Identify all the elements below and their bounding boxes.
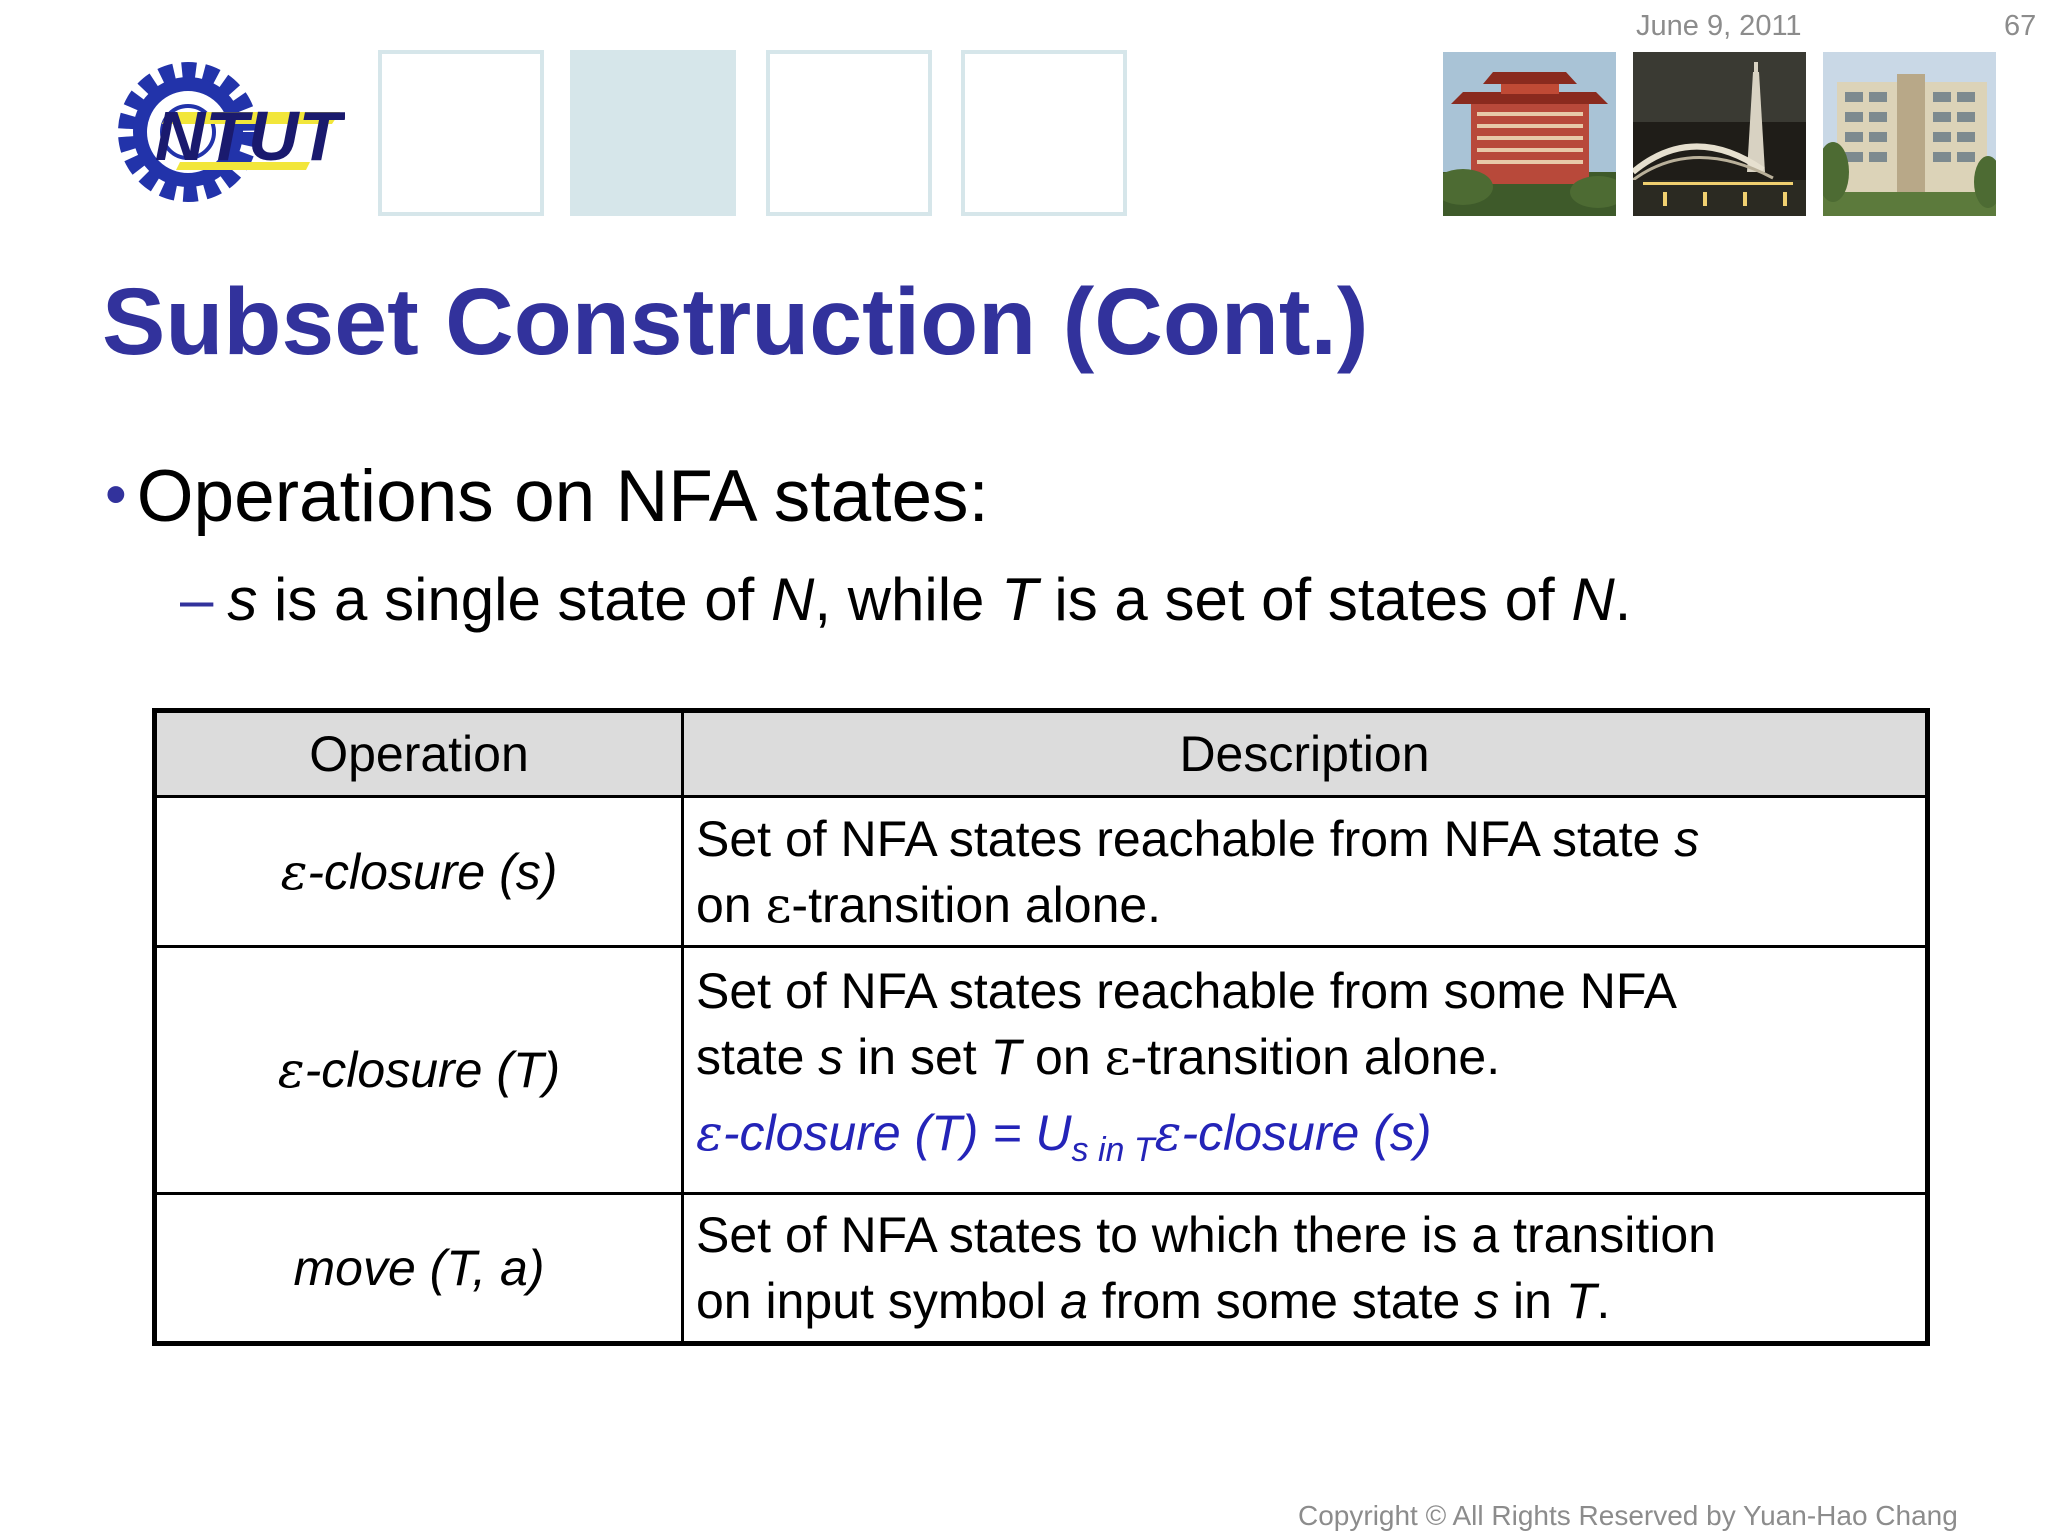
table-row bbox=[155, 797, 1928, 947]
dash-icon: – bbox=[180, 566, 214, 633]
decorative-box bbox=[961, 50, 1127, 216]
decorative-box-filled bbox=[570, 50, 736, 216]
slide-date: June 9, 2011 bbox=[1636, 10, 1802, 42]
university-logo bbox=[110, 52, 345, 207]
var-s: s bbox=[227, 566, 258, 633]
page-number: 67 bbox=[2004, 10, 2037, 42]
table-header-row bbox=[155, 711, 1928, 797]
slide-title: Subset Construction (Cont.) bbox=[102, 269, 1369, 375]
operations-table bbox=[152, 708, 1930, 1346]
text-part: , while bbox=[814, 566, 1002, 633]
logo-text: NTUT bbox=[154, 97, 342, 175]
description-cell: Set of NFA states reachable from NFA state s on ε-transition alone. bbox=[683, 797, 1928, 947]
var-N: N bbox=[770, 566, 815, 633]
decorative-box bbox=[378, 50, 544, 216]
photo-grand-hotel bbox=[1443, 52, 1616, 216]
table-row bbox=[155, 1194, 1928, 1344]
closure-formula: ε-closure $(T) = U_{s in T}\varepsilon$-closure (s) bbox=[696, 1103, 1432, 1169]
epsilon-symbol: ε bbox=[1104, 1027, 1131, 1086]
column-header-operation: Operation bbox=[155, 711, 683, 797]
text-part: is a single state of bbox=[257, 566, 771, 633]
bullet-text: Operations on NFA states: bbox=[136, 456, 989, 537]
operation-cell: move (T, a) bbox=[155, 1194, 683, 1344]
epsilon-symbol: ε bbox=[277, 1041, 305, 1099]
copyright-footer: Copyright © All Rights Reserved by Yuan-Hao Chang bbox=[1298, 1500, 1958, 1531]
operation-cell: ε-closure (s) bbox=[155, 797, 683, 947]
description-cell: Set of NFA states to which there is a transition on input symbol a from some state s in T. bbox=[683, 1194, 1928, 1344]
epsilon-symbol: ε bbox=[765, 875, 792, 934]
var-N: N bbox=[1571, 566, 1615, 633]
text-part: is a set of states of bbox=[1037, 566, 1572, 633]
description-cell: Set of NFA states reachable from some NFA state s in set T on ε-transition alone. ε-closure $(T) = U_{s in T}\varepsilon$-closure (s) bbox=[683, 947, 1928, 1194]
bullet-icon: • bbox=[105, 460, 127, 529]
table-row bbox=[155, 947, 1928, 1194]
photo-campus-building bbox=[1823, 52, 1996, 216]
text-part: . bbox=[1614, 566, 1632, 633]
operation-cell: ε-closure (T) bbox=[155, 947, 683, 1194]
bullet-item bbox=[105, 455, 989, 538]
photo-bridge-night bbox=[1633, 52, 1806, 216]
decorative-box bbox=[766, 50, 932, 216]
sub-bullet-item bbox=[180, 565, 1631, 634]
column-header-description: Description bbox=[683, 711, 1928, 797]
var-T: T bbox=[1001, 566, 1038, 633]
epsilon-symbol: ε bbox=[280, 842, 308, 901]
